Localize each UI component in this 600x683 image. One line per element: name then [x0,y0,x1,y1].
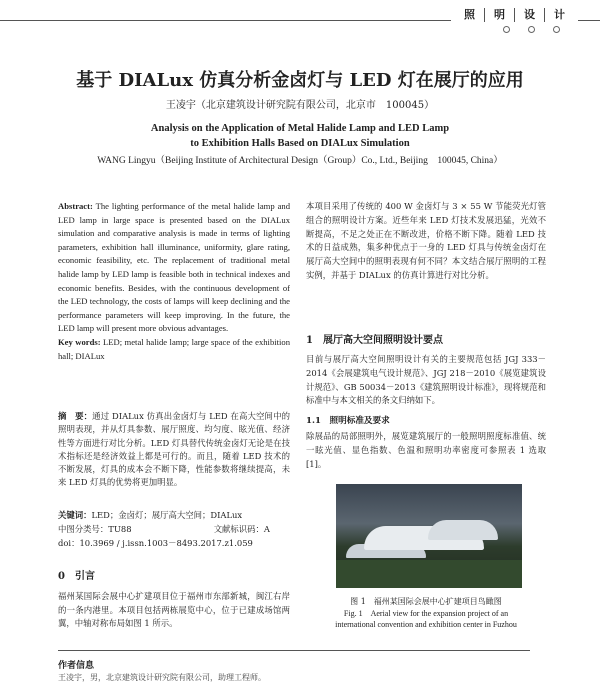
kw-cn-label: 关键词： [58,510,92,520]
section-heading-1: 1 展厅高大空间照明设计要点 [306,335,443,346]
dot-icon [553,26,560,33]
section-0-text: 福州某国际会展中心扩建项目位于福州市东部新城，闽江右岸的一条内港里。本项目包括两栋展览中心，位于已建成场馆两翼，中轴对称布局如图 1 所示。 [58,591,290,629]
abstract-cn [58,410,290,490]
section-heading-0: 0 引言 [58,571,95,582]
abstract-en [58,200,290,363]
abstract-label: Abstract: [58,201,93,211]
tag-char: 明 [484,8,514,22]
tag-char: 计 [544,8,574,22]
column-tag [451,8,578,22]
clc-number: 中图分类号：TU88 [58,524,132,534]
photo-ground [336,560,522,588]
dot-icon [528,26,535,33]
subsection-text: 除展品的局部照明外，展览建筑展厅的一般照明照度标准值、统一眩光值、显色指数、色温和照明功率密度可参照表 1 选取[1]。 [306,431,546,469]
kw-cn-text: LED；金卤灯；展厅高大空间；DIALux [91,510,243,520]
subsection-heading: 1.1 照明标准及要求 [306,416,390,426]
abstract-cn-text: 通过 DIALux 仿真出金卤灯与 LED 在高大空间中的照明表现，并从灯具参数、展厅照度、均匀度、眩光值、经济性等方面进行对比分析。LED 灯具替代传统金卤灯无论是在技术指标还是经济效益上都是可行的。而且，随着 LED 技术的不断发展，灯具的成本会不断下降，性能参数将继续提高，未来 LED 灯具的优势将更加明显。 [58,411,291,488]
article-meta [58,508,290,550]
author-en: WANG Lingyu（Beijing Institute of Architectural Design（Group）Co., Ltd., Beijing 100045, China） [97,156,503,166]
footer-text: 王凌宇，男，北京建筑设计研究院有限公司，助理工程师。 [58,673,266,682]
fig-caption-en: Fig. 1 Aerial view for the expansion project of an [343,608,509,618]
dot-icon [503,26,510,33]
abstract-cn-label: 摘 要： [58,411,93,421]
section-1-text: 目前与展厅高大空间照明设计有关的主要规范包括 JGJ 333－2014《会展建筑电气设计规范》、JGJ 218－2010《展览建筑设计规范》、GB 50034－2013《建筑照明设计标准》，现将规范和标准中与本文相关的条文归纳如下。 [306,354,546,406]
keywords-label: Key words: [58,336,101,347]
figure-caption [306,596,546,631]
tag-char: 照 [464,8,475,21]
paper-title-en [40,121,560,151]
footer-rule [58,650,530,651]
tag-char: 设 [514,8,544,22]
paper-title-cn: 基于 DIALux 仿真分析金卤灯与 LED 灯在展厅的应用 [76,70,524,91]
intro-text: 本项目采用了传统的 400 W 金卤灯与 3 × 55 W 节能荧光灯管组合的照明设计方案。近些年来 LED 灯技术发展迅猛，光效不断提高，不足之处正在不断改进，价格不断下降。随着 LED 技术的日益成熟，集多种优点于一身的 LED 灯具与传统金卤灯在展厅高大空间中的照明表现有何不同？本文结合展厅照明的工程实例，并基于 DIALux 的仿真计算进行对比分析。 [306,201,546,280]
aerial-photo [336,484,522,588]
title-en-line: to Exhibition Halls Based on DIALux Simulation [190,138,410,149]
footer-title: 作者信息 [58,661,95,671]
photo-building [428,520,498,540]
decor-dots [503,26,560,33]
abstract-text: The lighting performance of the metal halide lamp and LED lamp in large space is presented based on the DIALux simulation and comparative analysis is made in terms of lighting parameters, exhibition hall illuminance, uniformity, glare rating, economic feasibility, etc. The replacement of traditional metal halide lamp by LED lamp is feasible both in technical indexes and economic benefits. Besides, with the continuous development of the LED technology, the costs of lamps will keep declining and the performance parameters will keep improving. In the future, the LED lamp will present more obvious advantages. [58,201,290,334]
author-cn: 王凌宇（北京建筑设计研究院有限公司，北京市 100045） [165,100,435,111]
title-en-line: Analysis on the Application of Metal Halide Lamp and LED Lamp [150,123,450,134]
fig-caption-en: international convention and exhibition center in Fuzhou [335,620,517,629]
keywords-text: LED; metal halide lamp; large space of the exhibition hall; DIALux [58,336,291,361]
fig-caption-cn: 图 1 福州某国际会展中心扩建项目鸟瞰图 [350,597,502,606]
doi: doi：10.3969 / j.issn.1003－8493.2017.z1.059 [58,538,253,548]
doc-code: 文献标识码：A [213,524,270,534]
